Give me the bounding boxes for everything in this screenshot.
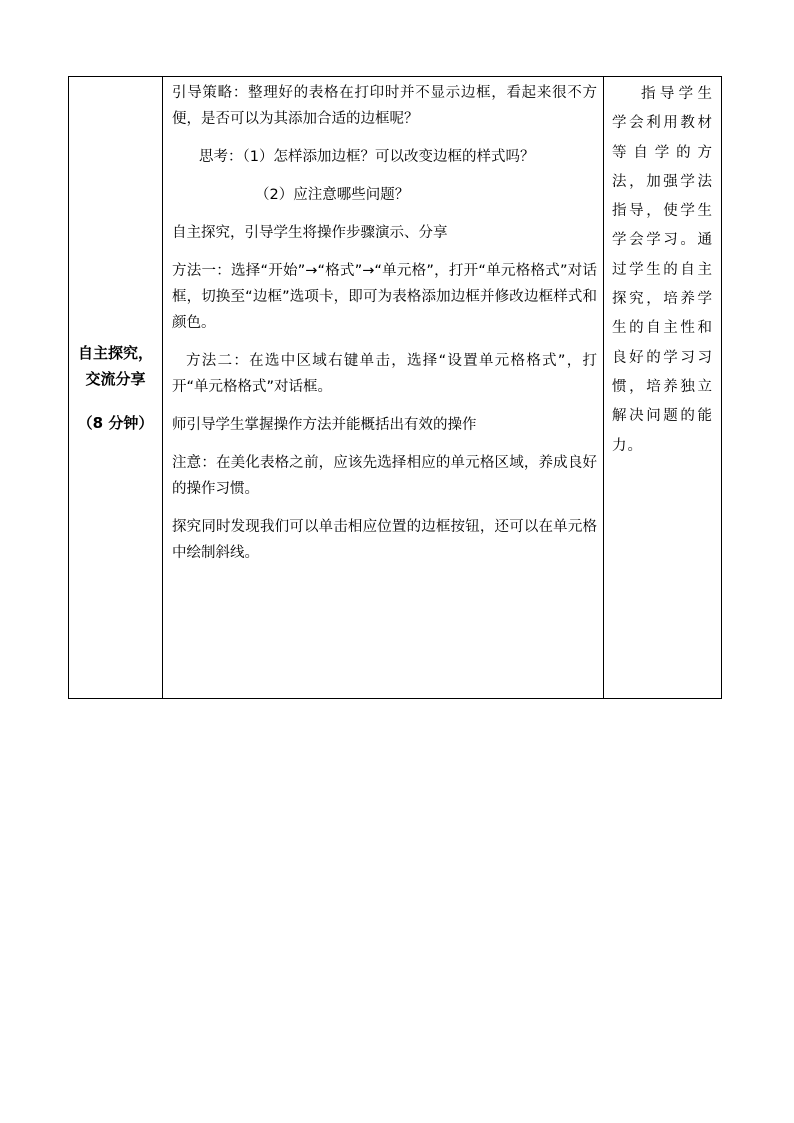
table-row [69, 77, 722, 699]
lesson-plan-table [68, 76, 722, 699]
design-intent-text: 指导学生学会利用教材等自学的方法，加强学法指导，使学生学会学习。通过学生的自主探究，培养学生的自主性和良好的学习习惯，培养独立解决问题的能力。 [612, 86, 713, 454]
teacher-guide-paragraph: 师引导学生掌握操作方法并能概括出有效的操作 [172, 417, 477, 433]
stage-duration: （8 分钟） [77, 413, 154, 432]
design-intent-cell [604, 77, 722, 699]
think-question-1: 思考：（1）怎样添加边框？可以改变边框的样式吗？ [199, 149, 535, 165]
teaching-content-cell [163, 77, 604, 699]
strategy-paragraph: 引导策略：整理好的表格在打印时并不显示边框，看起来很不方便，是否可以为其添加合适的边框呢？ [172, 85, 597, 127]
stage-title-line1: 自主探究， [77, 343, 153, 362]
stage-cell [69, 77, 163, 699]
explore-paragraph: 自主探究，引导学生将操作步骤演示、分享 [172, 225, 448, 241]
stage-title-line2: 交流分享 [85, 369, 146, 388]
attention-paragraph: 注意：在美化表格之前，应该先选择相应的单元格区域，养成良好的操作习惯。 [172, 455, 597, 497]
method-one-paragraph: 方法一：选择“开始”→“格式”→“单元格”，打开“单元格格式”对话框，切换至“边框”选项卡，即可为表格添加边框并修改边框样式和颜色。 [172, 263, 597, 331]
discovery-paragraph: 探究同时发现我们可以单击相应位置的边框按钮，还可以在单元格中绘制斜线。 [172, 519, 597, 561]
method-two-paragraph: 方法二：在选中区域右键单击，选择“设置单元格格式”，打开“单元格格式”对话框。 [172, 353, 597, 395]
think-question-2: （2）应注意哪些问题？ [255, 187, 410, 203]
